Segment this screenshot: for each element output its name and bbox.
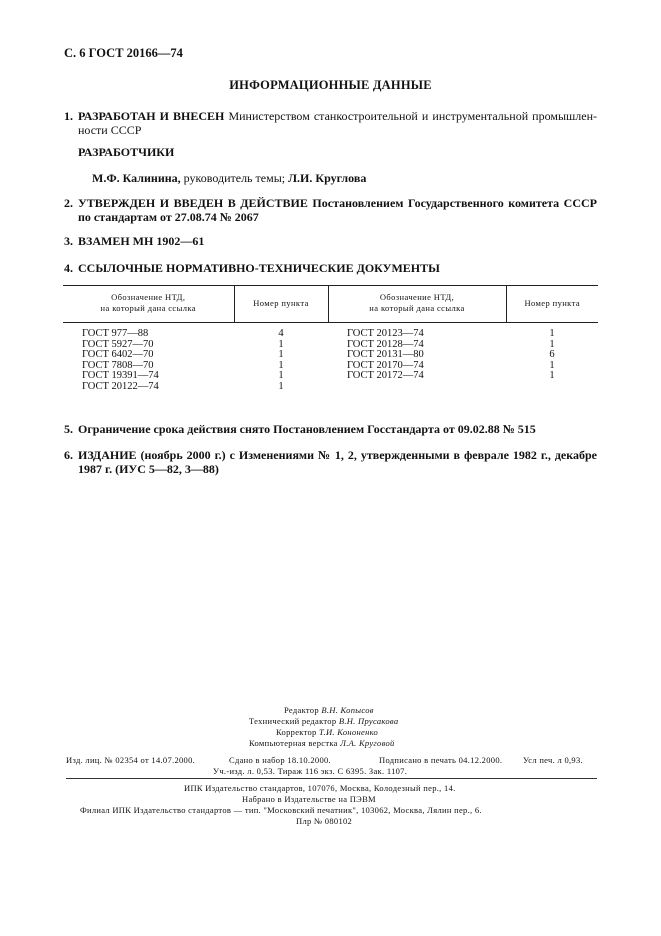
item-text: ИЗДАНИЕ (ноябрь 2000 г.) с Изменениями № 1, 2, утвержденными в феврале 1982 г., декабре 1987 г. (ИУС 5—82, 3—88) [78,448,597,476]
imprint-signed: Подписано в печать 04.12.2000. [379,755,503,765]
imprint-tech-editor: Технический редактор В.Н. Прусакова [249,716,399,726]
imprint-license: Изд. лиц. № 02354 от 14.07.2000. [66,755,196,765]
imprint-sent: Сдано в набор 18.10.2000. [229,755,331,765]
item-body: Министерством станкостроительной и инструментальной промышлен-ности СССР [78,109,598,137]
column-header-designation: Обозначение НТД, на который дана ссылка [63,286,234,323]
item-number: 2. [64,196,73,210]
developer-name: Л.И. Круглова [288,171,367,185]
item-text [78,109,597,137]
table-cell: 1 [549,328,555,339]
item-text [78,196,597,224]
table-cell: ГОСТ 20170—74 [347,359,424,371]
item-2 [64,196,597,224]
table-cell: ГОСТ 19391—74 [82,370,159,381]
table-cell: ГОСТ 5927—70 [82,338,154,350]
column-header-designation: Обозначение НТД, на который дана ссылка [328,286,506,323]
table-cell [506,382,598,393]
developers-list [92,171,366,186]
imprint-publisher: ИПК Издательство стандартов, 107076, Москва, Колодезный пер., 14. [184,783,456,793]
table-row [63,350,598,361]
imprint-editor: Редактор В.Н. Копысов [284,705,374,715]
item-text: ССЫЛОЧНЫЕ НОРМАТИВНО-ТЕХНИЧЕСКИЕ ДОКУМЕНТЫ [78,261,440,275]
reference-documents-table [63,285,598,392]
imprint-edition-details: Уч.-изд. л. 0,53. Тираж 116 экз. С 6395. Зак. 1107. [213,766,408,776]
item-1 [64,109,597,137]
item-number: 1. [64,109,73,123]
table-cell: 1 [278,349,284,360]
table-cell: 6 [549,349,555,360]
table-cell: ГОСТ 20128—74 [347,338,424,350]
table-cell: 1 [278,370,284,381]
table-cell: 1 [549,338,555,350]
imprint-divider [66,778,597,779]
item-number: 5. [64,422,73,436]
item-3 [64,234,597,248]
imprint-plr: Плр № 080102 [296,816,353,826]
table-cell [328,382,506,393]
item-lead: РАЗРАБОТАН И ВНЕСЕН [78,109,225,123]
table-cell: 1 [278,338,284,350]
column-header-point: Номер пункта [234,286,328,323]
table-cell: 1 [278,380,284,392]
imprint-typeset: Набрано в Издательстве на ПЭВМ [242,794,376,804]
item-4 [64,261,597,275]
table-cell: ГОСТ 20123—74 [347,328,424,339]
table-cell: 1 [549,359,555,371]
item-number: 4. [64,261,73,275]
table-row [63,323,598,340]
table-cell: ГОСТ 20131—80 [347,349,424,360]
table-cell: 1 [549,370,555,381]
table-cell: ГОСТ 20172—74 [347,370,424,381]
item-number: 6. [64,448,73,462]
item-number: 3. [64,234,73,248]
developers-label: РАЗРАБОТЧИКИ [78,145,175,159]
table-cell: 1 [278,359,284,371]
item-text: Ограничение срока действия снято Постановлением Госстандарта от 09.02.88 № 515 [78,422,536,436]
table-cell: ГОСТ 6402—70 [82,349,154,360]
developer-role: руководитель темы; [183,171,286,185]
table-header-row [63,286,598,323]
developer-name: М.Ф. Калинина, [92,171,181,185]
column-header-point: Номер пункта [506,286,598,323]
imprint-corrector: Корректор Т.И. Кононенко [276,727,379,737]
item-body: Постановлением Государственного комитета СССР по стандартам от 27.08.74 № 2067 [78,196,597,224]
item-5 [64,422,597,436]
table-cell: ГОСТ 977—88 [82,328,149,339]
section-title: ИНФОРМАЦИОННЫЕ ДАННЫЕ [229,78,432,92]
table-row [63,382,598,393]
imprint-print-sheets: Усл печ. л 0,93. [523,755,583,765]
imprint-layout: Компьютерная верстка Л.А. Круговой [249,738,395,748]
table-cell: ГОСТ 20122—74 [82,380,159,392]
item-lead: УТВЕРЖДЕН И ВВЕДЕН В ДЕЙСТВИЕ [78,196,308,210]
table-cell: 4 [278,328,284,339]
table-row [63,371,598,382]
item-text: ВЗАМЕН МН 1902—61 [78,234,205,248]
table-cell: ГОСТ 7808—70 [82,359,154,371]
page-header: С. 6 ГОСТ 20166—74 [64,46,183,60]
imprint-branch: Филиал ИПК Издательство стандартов — тип. "Московский печатник", 103062, Москва, Лялин пер., 6. [80,805,482,815]
item-6 [64,448,597,476]
